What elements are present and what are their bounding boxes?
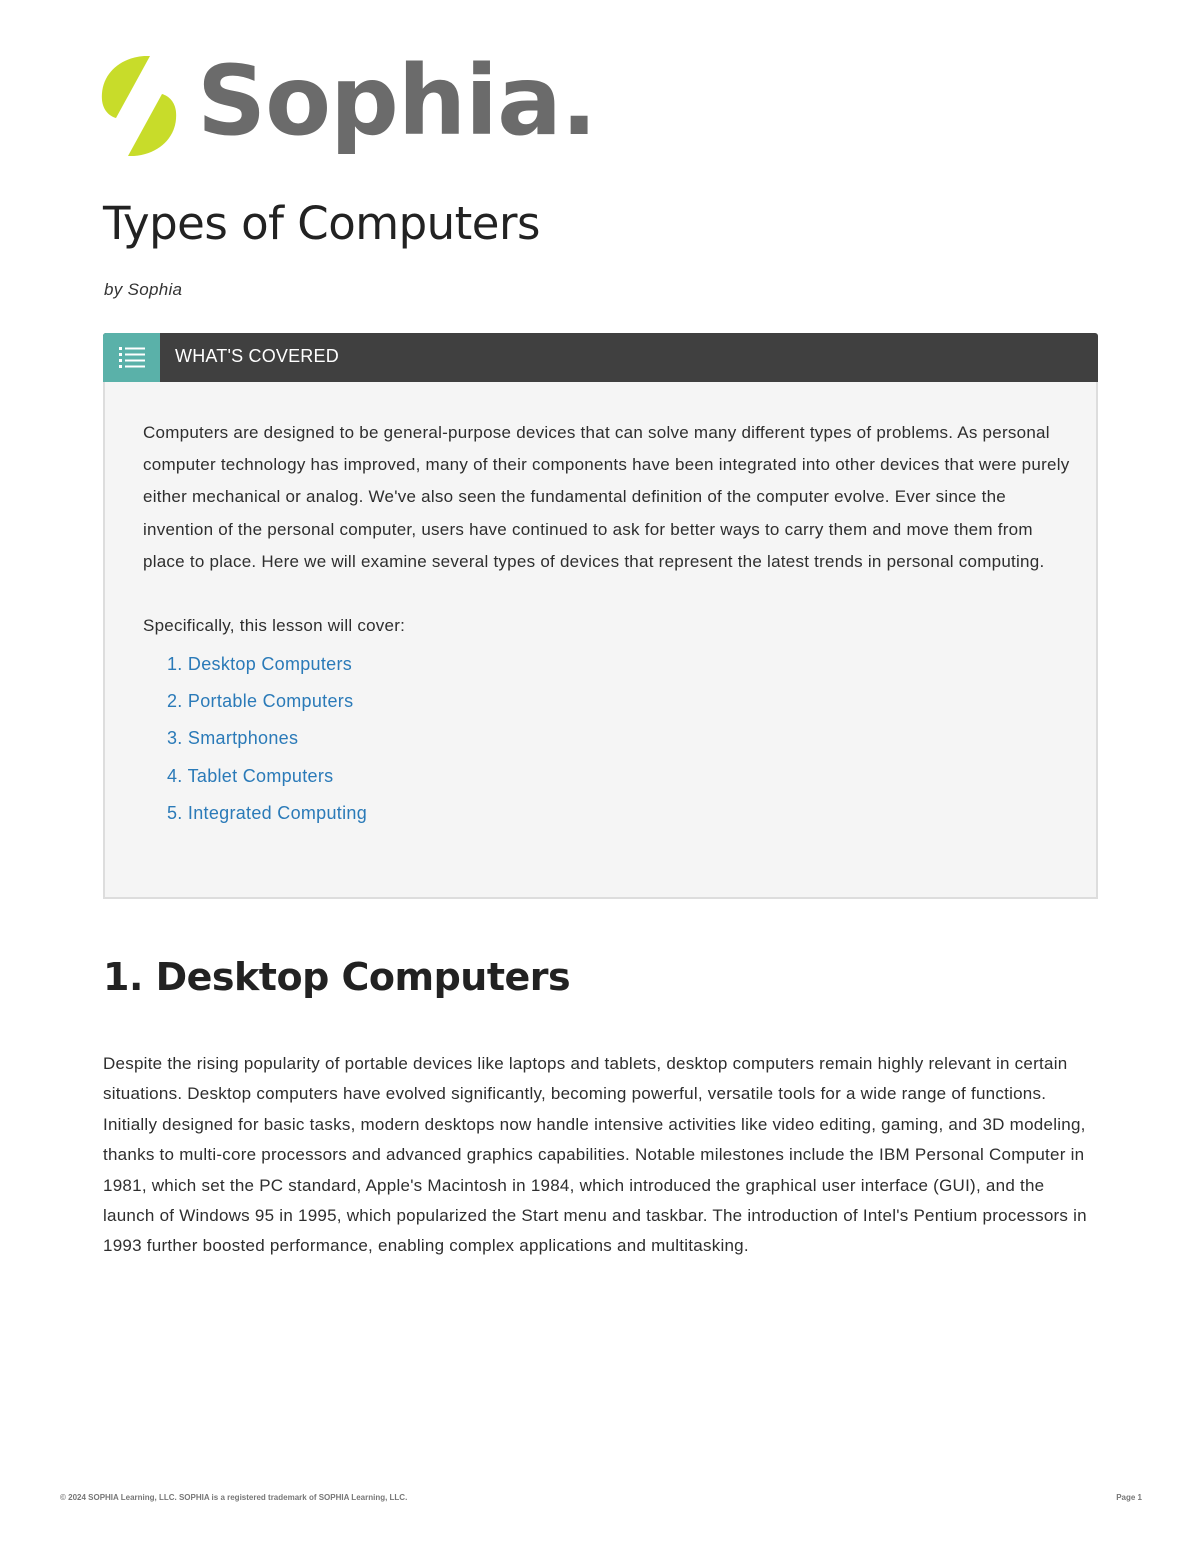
- topic-link-label[interactable]: 2. Portable Computers: [167, 691, 354, 712]
- footer-page-number: Page 1: [1116, 1493, 1142, 1502]
- whats-covered-body: [143, 417, 1073, 832]
- whats-covered-header: [103, 333, 1098, 382]
- sophia-logo: [100, 45, 597, 162]
- whats-covered-paragraph: Computers are designed to be general-purpose devices that can solve many different types of problems. As personal computer technology has improved, many of their components have been integrated into other devices that were purely either mechanical or analog. We've also seen the fundamental definition of the computer evolve. Ever since the invention of the personal computer, users have continued to ask for better ways to carry them and move them from place to place. Here we will examine several types of devices that represent the latest trends in personal computing.: [143, 423, 1070, 571]
- page-title: Types of Computers: [103, 197, 540, 250]
- topic-link-portable-computers[interactable]: [167, 683, 1073, 720]
- list-icon: [119, 346, 145, 368]
- topic-link-label[interactable]: 5. Integrated Computing: [167, 802, 368, 823]
- section-body-desktop-computers: Despite the rising popularity of portable devices like laptops and tablets, desktop computers remain highly relevant in certain situations. Desktop computers have evolved significantly, becoming powerful, versatile tools for a wide range of functions. Initially designed for basic tasks, modern desktops now handle intensive activities like video editing, gaming, and 3D modeling, thanks to multi-core processors and advanced graphics capabilities. Notable milestones include the IBM Personal Computer in 1981, which set the PC standard, Apple's Macintosh in 1984, which introduced the graphical user interface (GUI), and the launch of Windows 95 in 1995, which popularized the Start menu and taskbar. The introduction of Intel's Pentium processors in 1993 further boosted performance, enabling complex applications and multitasking.: [103, 1054, 1087, 1256]
- sophia-leaf-icon: [100, 52, 180, 160]
- footer-copyright: © 2024 SOPHIA Learning, LLC. SOPHIA is a registered trademark of SOPHIA Learning, LLC.: [60, 1493, 408, 1502]
- whats-covered-box: [103, 333, 1098, 899]
- topic-link-tablet-computers[interactable]: [167, 758, 1073, 795]
- topic-link-label[interactable]: 3. Smartphones: [167, 728, 299, 749]
- topic-link-integrated-computing[interactable]: [167, 795, 1073, 832]
- topic-link-smartphones[interactable]: [167, 720, 1073, 757]
- sophia-wordmark: Sophia.: [197, 45, 597, 157]
- whats-covered-label: WHAT'S COVERED: [175, 346, 339, 366]
- whats-covered-icon-box: [103, 333, 160, 382]
- byline: by Sophia: [104, 280, 183, 299]
- lesson-topic-list: [143, 646, 1073, 832]
- topic-link-label[interactable]: 4. Tablet Computers: [167, 765, 334, 786]
- topic-link-desktop-computers[interactable]: [167, 646, 1073, 683]
- section-heading-desktop-computers: 1. Desktop Computers: [103, 955, 571, 999]
- whats-covered-intro: Specifically, this lesson will cover:: [143, 616, 406, 636]
- topic-link-label[interactable]: 1. Desktop Computers: [167, 654, 353, 675]
